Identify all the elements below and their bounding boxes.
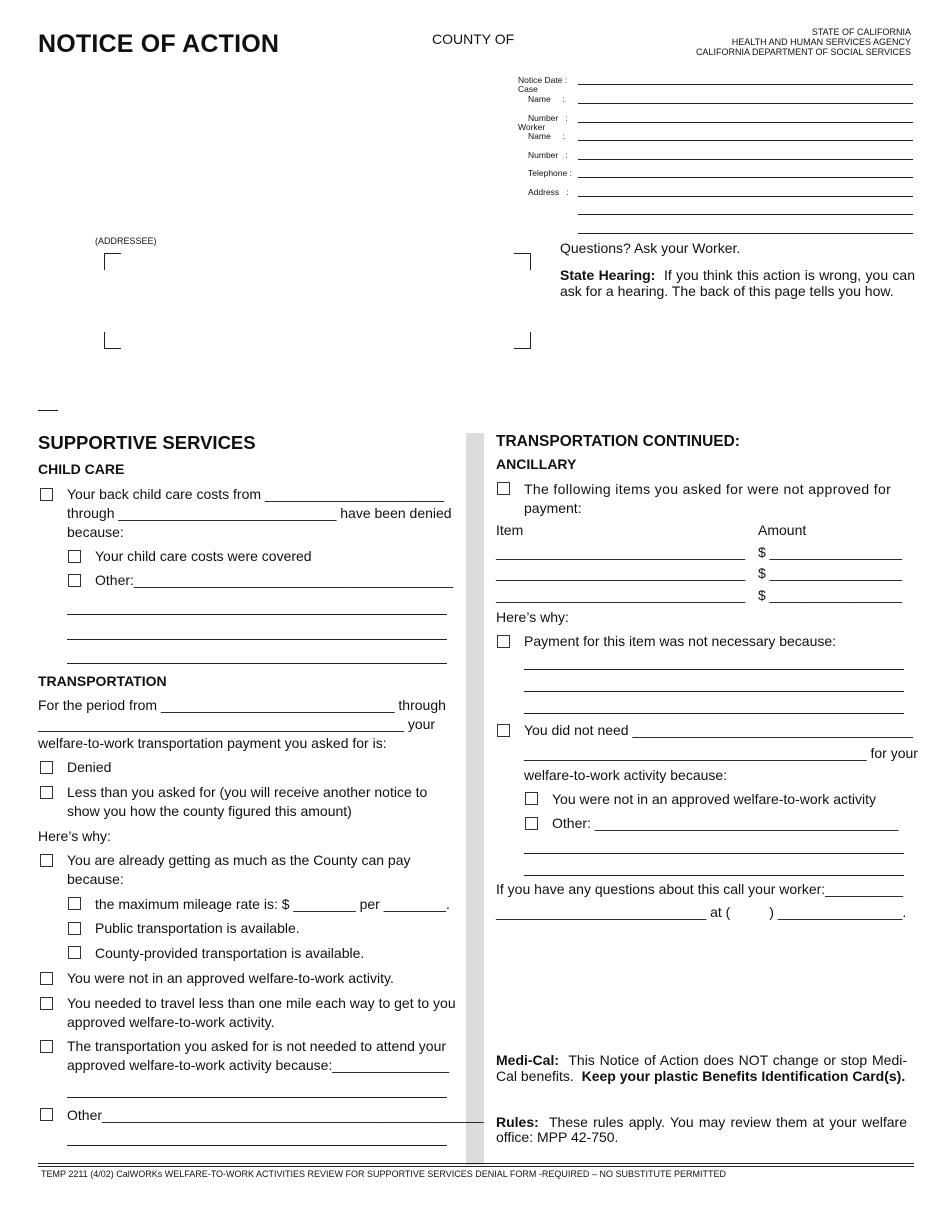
child-care-line2: through ____________________________ have been denied — [67, 505, 452, 521]
not-necessary-label: Payment for this item was not necessary because: — [524, 633, 837, 649]
less-than-asked-line2: show you how the county figured this amount) — [67, 803, 352, 819]
address-label: Address : — [528, 187, 569, 197]
denied-label: Denied — [67, 759, 112, 775]
amount-column-header: Amount — [758, 522, 807, 538]
fold-mark — [38, 410, 58, 411]
rules-notice — [496, 1115, 907, 1145]
ancillary-not-approved-line2: payment: — [524, 500, 582, 516]
already-getting-line2: because: — [67, 871, 124, 887]
denied-checkbox[interactable] — [40, 761, 53, 774]
transportation-continued-heading: TRANSPORTATION CONTINUED: — [496, 433, 740, 450]
ancillary-other-line-2[interactable] — [524, 875, 904, 876]
county-label: COUNTY OF — [432, 31, 515, 47]
county-provided-checkbox[interactable] — [68, 946, 81, 959]
not-needed-checkbox[interactable] — [40, 1040, 53, 1053]
worker-number-field[interactable] — [578, 159, 913, 160]
case-number-field[interactable] — [578, 122, 913, 123]
not-in-approved-label: You were not in an approved welfare-to-work activity — [552, 791, 876, 807]
form-footer: TEMP 2211 (4/02) CalWORKs WELFARE-TO-WORK ACTIVITIES REVIEW FOR SUPPORTIVE SERVICES DENIAL FORM -REQUIRED – NO SUBSTITUTE PERMITTED — [41, 1169, 726, 1179]
footer-rule-top — [38, 1163, 914, 1164]
addressee-corner-top-left — [104, 253, 121, 270]
ancillary-other-line-1[interactable] — [524, 853, 904, 854]
less-than-one-mile-line1: You needed to travel less than one mile each way to get to you — [67, 995, 456, 1011]
child-care-heading: CHILD CARE — [38, 461, 125, 477]
worker-name-field[interactable] — [578, 140, 913, 141]
state-hearing-text — [560, 267, 915, 299]
ancillary-not-approved-line1: The following items you asked for were not approved for — [524, 481, 892, 497]
amount-row-3[interactable]: $ _________________ — [758, 587, 903, 603]
address-field-1[interactable] — [578, 196, 913, 197]
page-title: NOTICE OF ACTION — [38, 30, 280, 58]
rules-text: These rules apply. You may review them at your welfare office: MPP 42-750. — [496, 1114, 908, 1145]
not-necessary-checkbox[interactable] — [497, 635, 510, 648]
column-divider — [466, 433, 484, 1165]
case-name-label: Name : — [528, 94, 565, 104]
child-care-line1: Your back child care costs from _______________________ — [67, 486, 444, 502]
did-not-need-line1: You did not need ____________________________________ — [524, 722, 913, 738]
less-than-one-mile-line2: approved welfare-to-work activity. — [67, 1014, 275, 1030]
item-row-3[interactable]: ________________________________ — [496, 587, 746, 603]
period-line2: _______________________________________________ your — [38, 716, 436, 732]
transportation-other-checkbox[interactable] — [40, 1108, 53, 1121]
less-than-asked-checkbox[interactable] — [40, 786, 53, 799]
not-approved-activity-label: You were not in an approved welfare-to-work activity. — [67, 970, 394, 986]
costs-covered-label: Your child care costs were covered — [95, 548, 312, 564]
already-getting-checkbox[interactable] — [40, 854, 53, 867]
addressee-corner-top-right — [514, 253, 531, 270]
ancillary-heading: ANCILLARY — [496, 456, 577, 472]
mileage-rate-label: the maximum mileage rate is: $ ________ per ________. — [95, 896, 450, 912]
item-column-header: Item — [496, 522, 524, 538]
addressee-corner-bottom-right — [514, 332, 531, 349]
rules-label: Rules: — [496, 1114, 539, 1130]
medi-cal-bold-text: Keep your plastic Benefits Identification Card(s). — [581, 1068, 906, 1084]
state-hearing-label: State Hearing: — [560, 267, 656, 283]
left-heres-why: Here’s why: — [38, 828, 111, 844]
medi-cal-label: Medi-Cal: — [496, 1052, 559, 1068]
transportation-other-line[interactable] — [67, 1145, 447, 1146]
not-needed-line2: approved welfare-to-work activity because:_______________ — [67, 1057, 450, 1073]
address-field-2[interactable] — [578, 214, 913, 215]
public-transportation-label: Public transportation is available. — [95, 920, 300, 936]
case-number-label: Number : — [528, 113, 568, 123]
not-needed-line1: The transportation you asked for is not needed to attend your — [67, 1038, 447, 1054]
worker-name-label: Name : — [528, 131, 565, 141]
questions-text: Questions? Ask your Worker. — [560, 240, 741, 256]
back-child-care-checkbox[interactable] — [40, 488, 53, 501]
addressee-corner-bottom-left — [104, 332, 121, 349]
agency-line-hhs: HEALTH AND HUMAN SERVICES AGENCY — [731, 37, 911, 47]
medi-cal-notice — [496, 1052, 907, 1084]
did-not-need-line3: welfare-to-work activity because: — [524, 767, 728, 783]
item-row-1[interactable]: ________________________________ — [496, 544, 746, 560]
worker-number-label: Number : — [528, 150, 568, 160]
not-needed-reason-line[interactable] — [67, 1097, 447, 1098]
agency-line-state: STATE OF CALIFORNIA — [811, 27, 911, 37]
not-necessary-line-1[interactable] — [524, 669, 904, 670]
notice-date-label: Notice Date : — [518, 75, 568, 85]
amount-row-1[interactable]: $ _________________ — [758, 544, 903, 560]
less-than-asked-line1: Less than you asked for (you will receive another notice to — [67, 784, 428, 800]
not-necessary-line-3[interactable] — [524, 713, 904, 714]
supportive-services-heading: SUPPORTIVE SERVICES — [38, 432, 256, 453]
worker-group-label: Worker — [518, 122, 546, 132]
telephone-field[interactable] — [578, 177, 913, 178]
amount-row-2[interactable]: $ _________________ — [758, 565, 903, 581]
case-group-label: Case — [518, 84, 538, 94]
child-care-other-label: Other:_________________________________________ — [95, 572, 454, 588]
ancillary-other-label: Other: _______________________________________ — [552, 815, 899, 831]
telephone-label: Telephone : — [528, 168, 572, 178]
medi-cal-text: This Notice of Action does NOT change or stop Medi-Cal benefits. — [496, 1052, 907, 1084]
child-care-line3: because: — [67, 524, 124, 540]
notice-date-field[interactable] — [578, 84, 913, 85]
right-heres-why: Here’s why: — [496, 609, 569, 625]
not-in-approved-checkbox[interactable] — [525, 792, 538, 805]
public-transportation-checkbox[interactable] — [68, 922, 81, 935]
child-care-other-line-1[interactable] — [67, 614, 447, 615]
ancillary-other-checkbox[interactable] — [525, 817, 538, 830]
worker-questions-line2: ___________________________ at ( ) ________________. — [496, 904, 907, 920]
transportation-heading: TRANSPORTATION — [38, 673, 167, 689]
agency-line-cdss: CALIFORNIA DEPARTMENT OF SOCIAL SERVICES — [695, 47, 911, 57]
child-care-other-line-3[interactable] — [67, 663, 447, 664]
item-row-2[interactable]: ________________________________ — [496, 565, 746, 581]
child-care-other-line-2[interactable] — [67, 639, 447, 640]
child-care-other-checkbox[interactable] — [68, 574, 81, 587]
worker-questions-line1: If you have any questions about this call your worker:__________ — [496, 881, 904, 897]
addressee-label: (ADDRESSEE) — [95, 236, 157, 246]
costs-covered-checkbox[interactable] — [68, 550, 81, 563]
not-necessary-line-2[interactable] — [524, 691, 904, 692]
already-getting-line1: You are already getting as much as the County can pay — [67, 852, 411, 868]
did-not-need-checkbox[interactable] — [497, 724, 510, 737]
state-hearing-body: If you think this action is wrong, you can ask for a hearing. The back of this page tells you how. — [560, 267, 916, 299]
period-line3: welfare-to-work transportation payment you asked for is: — [38, 735, 387, 751]
agency-block — [696, 27, 911, 57]
period-line1: For the period from ______________________________ through — [38, 697, 446, 713]
ancillary-not-approved-checkbox[interactable] — [497, 482, 510, 495]
mileage-rate-checkbox[interactable] — [68, 897, 81, 910]
address-field-3[interactable] — [578, 233, 913, 234]
transportation-other-label: Other_________________________________________________ — [67, 1107, 484, 1123]
did-not-need-line2: ____________________________________________ for your — [524, 745, 918, 761]
footer-rule-bottom — [38, 1166, 914, 1167]
less-than-one-mile-checkbox[interactable] — [40, 997, 53, 1010]
county-provided-label: County-provided transportation is available. — [95, 945, 365, 961]
not-approved-activity-checkbox[interactable] — [40, 972, 53, 985]
case-name-field[interactable] — [578, 103, 913, 104]
